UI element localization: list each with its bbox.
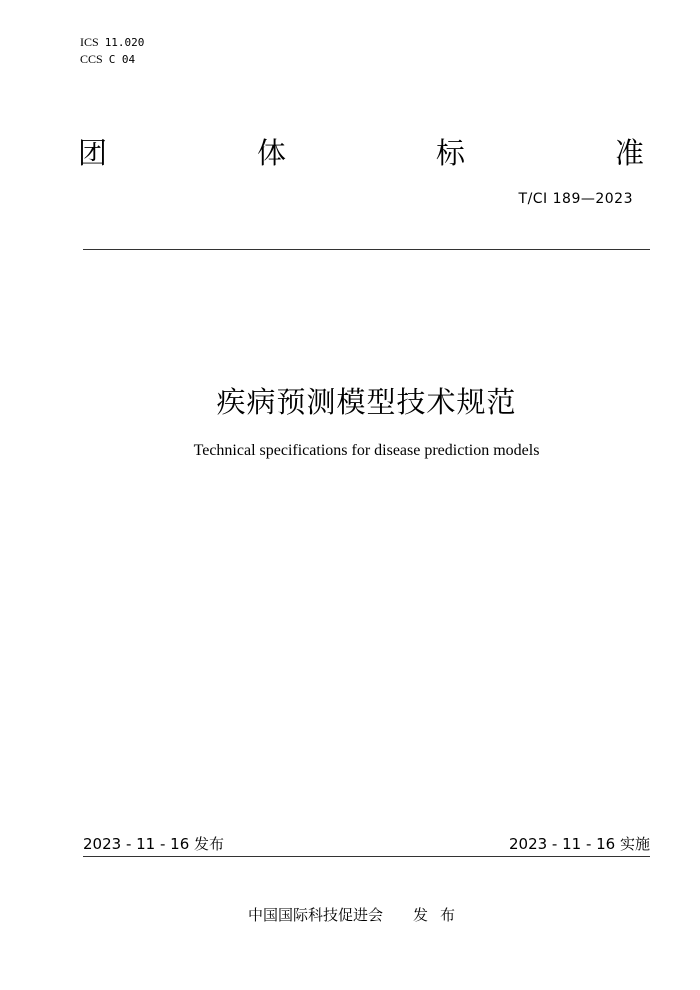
standard-type-char: 标 bbox=[435, 136, 465, 170]
standard-type-char: 体 bbox=[256, 136, 286, 170]
publisher-action: 发布 bbox=[413, 906, 468, 924]
top-divider bbox=[83, 249, 650, 250]
bottom-divider bbox=[83, 856, 650, 857]
standard-type-char: 团 bbox=[78, 136, 108, 170]
title-english: Technical specifications for disease prediction models bbox=[193, 442, 540, 459]
classification-codes bbox=[80, 34, 144, 68]
implementation-date: 2023 - 11 - 16 实施 bbox=[508, 835, 650, 853]
standard-type-char: 准 bbox=[614, 136, 644, 170]
ics-value: 11.020 bbox=[104, 36, 145, 49]
date-row bbox=[83, 835, 650, 853]
publisher-organization: 中国国际科技促进会 bbox=[247, 906, 383, 924]
ics-label: ICS bbox=[80, 35, 99, 49]
ccs-code bbox=[80, 51, 144, 68]
ics-code bbox=[80, 34, 144, 51]
title-chinese: 疾病预测模型技术规范 bbox=[216, 385, 517, 419]
ccs-label: CCS bbox=[80, 52, 103, 66]
standard-number: T/CI 189—2023 bbox=[518, 191, 633, 207]
ccs-value: C 04 bbox=[108, 53, 136, 66]
standard-type-heading bbox=[78, 135, 644, 171]
release-date: 2023 - 11 - 16 发布 bbox=[83, 835, 225, 853]
publisher-line bbox=[0, 904, 700, 925]
